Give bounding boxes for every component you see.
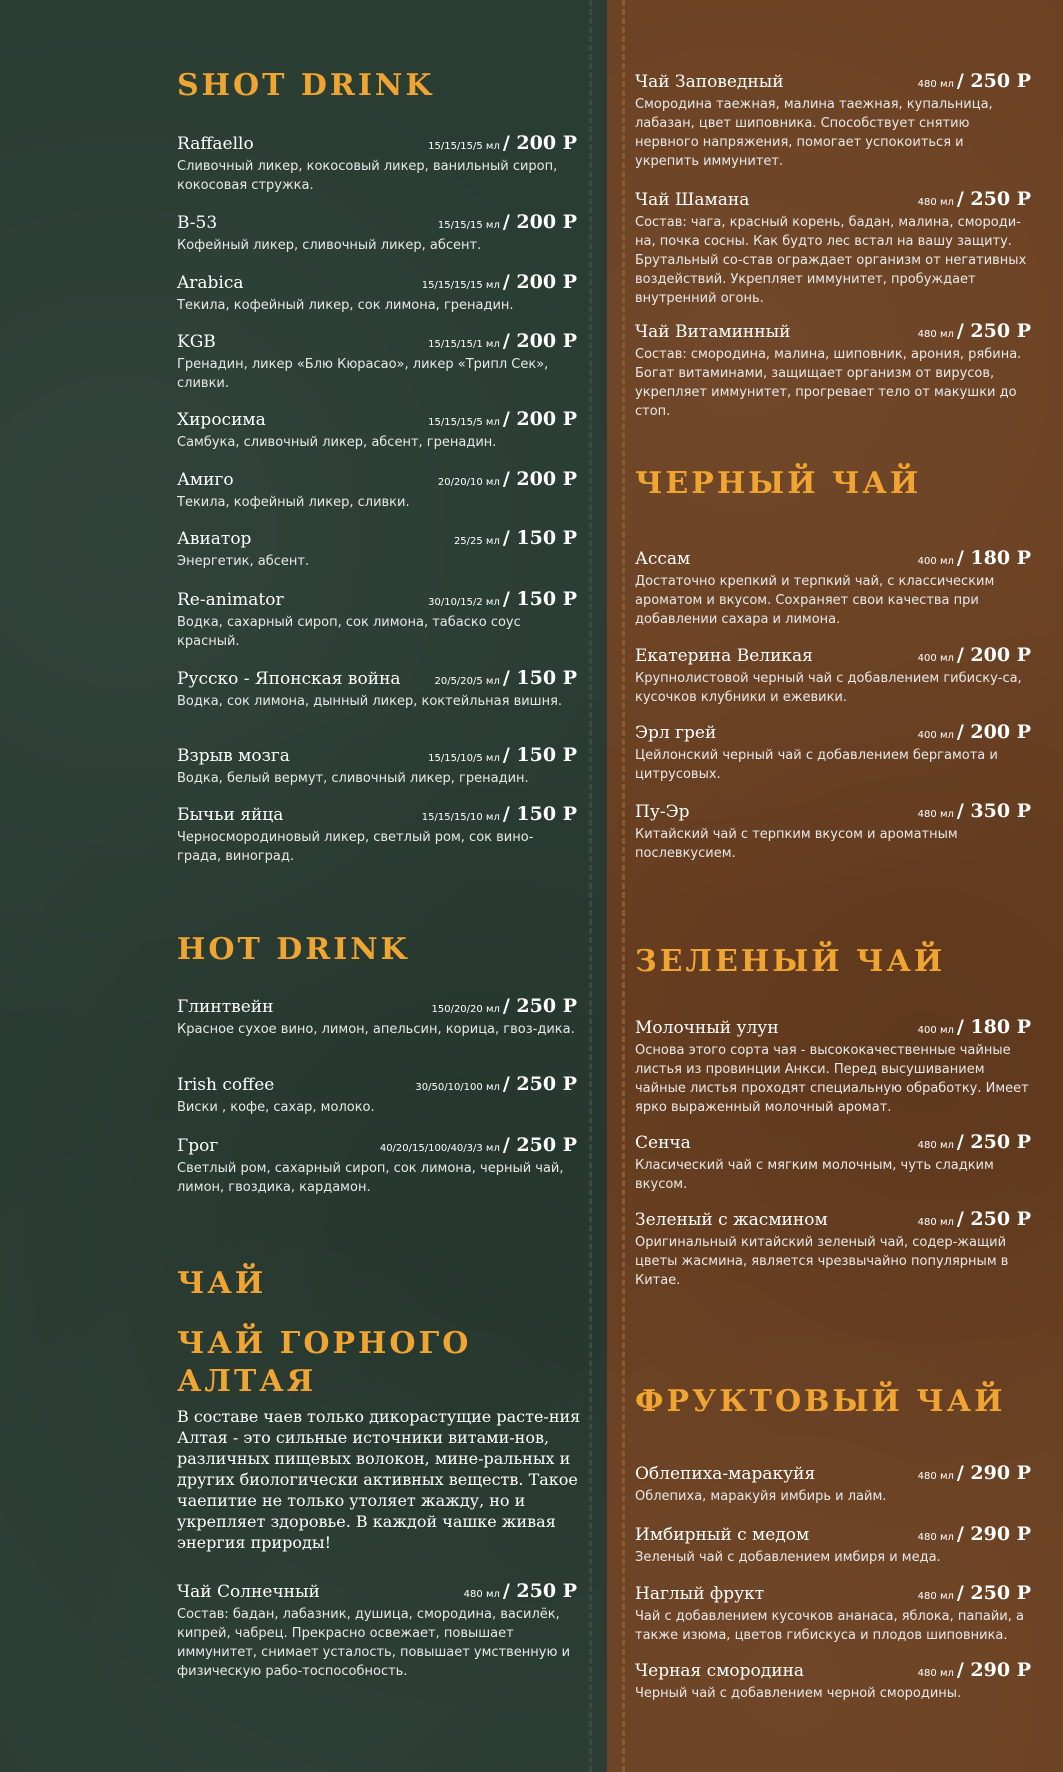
menu-item-description: Состав: чага, красный корень, бадан, малина, смороди-на, почка сосны. Как будто лес встал на вашу защиту. Брутальный со-став ограждает организм от негативных воздействий. Укрепляет иммунитет, пробуждает внутренний огонь.: [635, 215, 1027, 306]
menu-item: [635, 1208, 1031, 1290]
green-tea-heading: ЗЕЛЕНЫЙ ЧАЙ: [635, 944, 946, 979]
menu-item: [177, 408, 577, 452]
menu-item: [635, 644, 1031, 707]
menu-item-header: [177, 995, 577, 1019]
menu-item-header: [635, 70, 1031, 94]
menu-item-price: / 250 Р: [502, 995, 577, 1017]
menu-item-description: Цейлонский черный чай с добавлением бергамота и цитрусовых.: [635, 748, 998, 782]
menu-item: [177, 995, 577, 1039]
menu-item-description: Китайский чай с терпким вкусом и ароматным послевкусием.: [635, 827, 958, 861]
fruit-tea-heading: ФРУКТОВЫЙ ЧАЙ: [635, 1384, 1006, 1419]
menu-item-name: Амиго: [177, 470, 234, 490]
menu-item: [177, 330, 577, 393]
menu-item-description: Сливочный ликер, кокосовый ликер, ванильный сироп, кокосовая стружка.: [177, 159, 558, 193]
menu-item-volume: 480 мл: [917, 1668, 954, 1679]
altai-tea-intro: В составе чаев только дикорастущие расте-ния Алтая - это сильные источники витами-нов, различных пищевых волокон, мине-ральных и других биологически активных веществ. Такое чаепитие не только утоляет жажду, но и укрепляет здоровье. В каждой чашке живая энергия природы!: [177, 1407, 581, 1552]
menu-item-price-block: [918, 1016, 1031, 1038]
menu-item-price-block: [454, 527, 577, 549]
menu-item-price-block: [428, 588, 577, 610]
menu-item-price-block: [428, 330, 577, 352]
menu-item-name: Бычьи яйца: [177, 805, 284, 825]
menu-item-description: Кофейный ликер, сливочный ликер, абсент.: [177, 238, 482, 253]
menu-item-volume: 400 мл: [917, 730, 954, 741]
menu-item-description: Виски , кофе, сахар, молоко.: [177, 1100, 375, 1115]
menu-item-description: Черный чай с добавлением черной смородины.: [635, 1686, 962, 1701]
menu-item-volume: 400 мл: [917, 1025, 954, 1036]
menu-item-price-block: [918, 1208, 1031, 1230]
menu-item-volume: 15/15/15 мл: [437, 220, 500, 231]
menu-item-price-block: [918, 644, 1031, 666]
black-tea-heading: ЧЕРНЫЙ ЧАЙ: [635, 466, 922, 501]
menu-item-volume: 150/20/20 мл: [431, 1004, 500, 1015]
menu-item-price: / 200 Р: [502, 271, 577, 293]
menu-item-price-block: [918, 1659, 1031, 1681]
menu-item-price-block: [438, 468, 577, 490]
menu-item-header: [177, 667, 577, 691]
menu-item-volume: 480 мл: [917, 1471, 954, 1482]
menu-item-price: / 250 Р: [956, 70, 1031, 92]
menu-item-header: [635, 1582, 1031, 1606]
menu-item-volume: 30/50/10/100 мл: [415, 1082, 500, 1093]
menu-item: [635, 800, 1031, 863]
menu-item: [177, 132, 577, 195]
menu-item-volume: 480 мл: [917, 1140, 954, 1151]
menu-item-price: / 290 Р: [956, 1523, 1031, 1545]
menu-item-price: / 250 Р: [502, 1073, 577, 1095]
menu-item-price-block: [428, 408, 577, 430]
menu-item-name: Черная смородина: [635, 1661, 805, 1681]
menu-item-name: Грог: [177, 1136, 219, 1156]
menu-item-header: [635, 800, 1031, 824]
menu-item-header: [635, 1131, 1031, 1155]
menu-item-price: / 200 Р: [956, 721, 1031, 743]
menu-item-price: / 150 Р: [502, 667, 577, 689]
menu-item-price-block: [438, 211, 577, 233]
menu-item-volume: 25/25 мл: [453, 536, 500, 547]
menu-item-name: Arabica: [177, 273, 244, 293]
menu-item-header: [635, 1523, 1031, 1547]
menu-item-price: / 250 Р: [502, 1580, 577, 1602]
menu-item-header: [177, 1580, 577, 1604]
menu-item-price-block: [422, 803, 577, 825]
menu-item-header: [635, 1016, 1031, 1040]
menu-item-volume: 20/20/10 мл: [437, 477, 500, 488]
menu-item-price: / 200 Р: [502, 330, 577, 352]
menu-item-volume: 480 мл: [917, 809, 954, 820]
menu-item-price: / 290 Р: [956, 1659, 1031, 1681]
menu-item-volume: 480 мл: [917, 1217, 954, 1228]
altai-tea-heading-line2: АЛТАЯ: [177, 1364, 317, 1399]
menu-item-description: Основа этого сорта чая - высококачественные чайные листья из провинции Анкси. Перед высушиванием чайные листья проходят специальную обработку. Имеет ярко выраженный молочный аромат.: [635, 1043, 1029, 1115]
menu-item: [177, 1580, 577, 1681]
menu-item-price: / 200 Р: [956, 644, 1031, 666]
menu-item-price: / 250 Р: [502, 1134, 577, 1156]
menu-item-header: [635, 644, 1031, 668]
menu-item-price: / 180 Р: [956, 547, 1031, 569]
menu-item-price: / 250 Р: [956, 188, 1031, 210]
menu-item-volume: 480 мл: [917, 1532, 954, 1543]
menu-item-price-block: [918, 70, 1031, 92]
menu-item-description: Текила, кофейный ликер, сливки.: [177, 495, 410, 510]
menu-item-header: [177, 527, 577, 551]
menu-item-price-block: [918, 1523, 1031, 1545]
menu-item: [177, 527, 577, 571]
menu-item: [177, 1134, 577, 1197]
menu-item-header: [177, 408, 577, 432]
menu-item-price: / 200 Р: [502, 408, 577, 430]
menu-item-header: [177, 803, 577, 827]
menu-item-price: / 180 Р: [956, 1016, 1031, 1038]
menu-item-name: Эрл грей: [635, 723, 717, 743]
menu-item-name: Чай Витаминный: [635, 322, 791, 342]
menu-item-price-block: [918, 320, 1031, 342]
menu-item-name: Наглый фрукт: [635, 1584, 765, 1604]
menu-item-price: / 200 Р: [502, 468, 577, 490]
menu-item-description: Гренадин, ликер «Блю Кюрасао», ликер «Трипл Сек», сливки.: [177, 357, 549, 391]
menu-item-volume: 15/15/10/5 мл: [428, 753, 500, 764]
altai-tea-heading-line1: ЧАЙ ГОРНОГО: [177, 1326, 472, 1361]
menu-item-volume: 30/10/15/2 мл: [428, 597, 500, 608]
menu-item-description: Достаточно крепкий и терпкий чай, с классическим ароматом и вкусом. Сохраняет свои качества при добавлении сахара и лимона.: [635, 574, 995, 627]
menu-item-header: [177, 1073, 577, 1097]
menu-item-description: Чай с добавлением кусочков ананаса, яблока, папайи, а также изюма, цветов гибискуса и плодов шиповника.: [635, 1609, 1024, 1643]
menu-item-price: / 150 Р: [502, 744, 577, 766]
menu-item-price-block: [415, 1073, 577, 1095]
menu-item-name: Русско - Японская война: [177, 669, 401, 689]
menu-item: [635, 1582, 1031, 1645]
menu-item: [177, 803, 577, 866]
menu-item: [635, 721, 1031, 784]
menu-item-header: [177, 330, 577, 354]
menu-item-name: Имбирный с медом: [635, 1525, 810, 1545]
menu-item-description: Водка, белый вермут, сливочный ликер, гренадин.: [177, 771, 529, 786]
menu-item-price: / 150 Р: [502, 527, 577, 549]
menu-item-name: Чай Солнечный: [177, 1582, 320, 1602]
menu-item-price-block: [918, 547, 1031, 569]
menu-item-name: Взрыв мозга: [177, 746, 290, 766]
menu-item-volume: 480 мл: [917, 1591, 954, 1602]
menu-item-header: [177, 588, 577, 612]
menu-item-price-block: [918, 1582, 1031, 1604]
menu-item-price: / 200 Р: [502, 211, 577, 233]
menu-item-name: Глинтвейн: [177, 997, 274, 1017]
menu-item-price: / 350 Р: [956, 800, 1031, 822]
menu-item-volume: 480 мл: [917, 329, 954, 340]
menu-item: [635, 70, 1031, 171]
menu-item-price: / 250 Р: [956, 1208, 1031, 1230]
menu-item-name: Екатерина Великая: [635, 646, 813, 666]
menu-item-description: Состав: смородина, малина, шиповник, арония, рябина. Богат витаминами, защищает организм от вирусов, укрепляет иммунитет, прогревает тело от макушки до стоп.: [635, 347, 1022, 419]
menu-item-name: Re-animator: [177, 590, 284, 610]
menu-item-description: Класический чай с мягким молочным, чуть сладким вкусом.: [635, 1158, 994, 1192]
menu-item-price-block: [464, 1580, 577, 1602]
menu-item-name: Хиросима: [177, 410, 266, 430]
menu-item-name: KGB: [177, 332, 216, 352]
menu-item-description: Черносмородиновый ликер, светлый ром, сок вино-града, виноград.: [177, 830, 534, 864]
menu-item-price: / 250 Р: [956, 1582, 1031, 1604]
menu-item: [635, 1131, 1031, 1194]
hot-drink-heading: HOT DRINK: [177, 932, 410, 967]
menu-item: [635, 1659, 1031, 1703]
menu-item-header: [635, 1208, 1031, 1232]
stitch-divider-left: [589, 0, 592, 1772]
menu-item-description: Оригинальный китайский зеленый чай, содер-жащий цветы жасмина, является чрезвычайно популярным в Китае.: [635, 1235, 1009, 1288]
menu-item-price-block: [428, 132, 577, 154]
shot-drink-heading: SHOT DRINK: [177, 68, 435, 103]
menu-item-description: Зеленый чай с добавлением имбиря и меда.: [635, 1550, 941, 1565]
menu-item-description: Энергетик, абсент.: [177, 554, 310, 569]
menu-item-header: [635, 547, 1031, 571]
menu-item-name: Чай Заповедный: [635, 72, 784, 92]
menu-item-header: [635, 1659, 1031, 1683]
menu-item-volume: 20/5/20/5 мл: [434, 676, 500, 687]
menu-item: [635, 320, 1031, 421]
menu-item: [177, 468, 577, 512]
menu-item-name: Пу-Эр: [635, 802, 690, 822]
menu-item-header: [635, 188, 1031, 212]
menu-item: [635, 1016, 1031, 1117]
menu-item-price-block: [918, 1131, 1031, 1153]
menu-item-price: / 290 Р: [956, 1462, 1031, 1484]
menu-item-price: / 200 Р: [502, 132, 577, 154]
menu-item-description: Водка, сахарный сироп, сок лимона, табаско соус красный.: [177, 615, 521, 649]
menu-item-name: Облепиха-маракуйя: [635, 1464, 816, 1484]
menu-item-volume: 15/15/15/5 мл: [428, 417, 500, 428]
menu-item-name: Сенча: [635, 1133, 691, 1153]
menu-item-name: B-53: [177, 213, 218, 233]
menu-item-volume: 400 мл: [917, 653, 954, 664]
menu-item: [177, 588, 577, 651]
menu-item-name: Irish coffee: [177, 1075, 275, 1095]
menu-item-volume: 15/15/15/1 мл: [428, 339, 500, 350]
menu-item: [635, 1462, 1031, 1506]
menu-item-volume: 40/20/15/100/40/3/3 мл: [379, 1143, 500, 1154]
menu-item-name: Ассам: [635, 549, 691, 569]
menu-item-name: Авиатор: [177, 529, 252, 549]
menu-item-price-block: [918, 721, 1031, 743]
tea-heading: ЧАЙ: [177, 1266, 267, 1301]
menu-item-header: [177, 271, 577, 295]
menu-item: [635, 188, 1031, 308]
menu-item-name: Чай Шамана: [635, 190, 750, 210]
menu-item-price-block: [380, 1134, 577, 1156]
menu-item-price-block: [428, 744, 577, 766]
menu-item-description: Облепиха, маракуйя имбирь и лайм.: [635, 1489, 887, 1504]
menu-item-header: [177, 468, 577, 492]
menu-item-price-block: [918, 800, 1031, 822]
menu-item-description: Смородина таежная, малина таежная, купальница, лабазан, цвет шиповника. Способствует снятию нервного напряжения, помогает успокоиться и укрепить иммунитет.: [635, 97, 993, 169]
menu-item-price: / 150 Р: [502, 588, 577, 610]
menu-item-volume: 480 мл: [917, 79, 954, 90]
menu-item: [635, 547, 1031, 629]
menu-item: [177, 271, 577, 315]
menu-item: [177, 667, 577, 711]
menu-item: [177, 744, 577, 788]
menu-item-volume: 480 мл: [463, 1589, 500, 1600]
menu-item: [177, 1073, 577, 1117]
menu-item-price-block: [434, 667, 577, 689]
menu-item-price-block: [422, 271, 577, 293]
menu-item-volume: 15/15/15/10 мл: [421, 812, 500, 823]
menu-item-price: / 250 Р: [956, 320, 1031, 342]
menu-item-description: Самбука, сливочный ликер, абсент, гренадин.: [177, 435, 497, 450]
menu-item-header: [177, 211, 577, 235]
menu-item-name: Raffaello: [177, 134, 254, 154]
menu-item-volume: 15/15/15/5 мл: [428, 141, 500, 152]
menu-item-name: Зеленый с жасмином: [635, 1210, 828, 1230]
menu-item-header: [635, 1462, 1031, 1486]
menu-item-description: Состав: бадан, лабазник, душица, смородина, василёк, кипрей, чабрец. Прекрасно освежает, повышает иммунитет, снимает усталость, повышает умственную и физическую рабо-тоспособность.: [177, 1607, 571, 1679]
menu-item-name: Молочный улун: [635, 1018, 779, 1038]
menu-item-description: Водка, сок лимона, дынный ликер, коктейльная вишня.: [177, 694, 563, 709]
menu-item-volume: 480 мл: [917, 197, 954, 208]
menu-item-price-block: [431, 995, 577, 1017]
menu-item-header: [635, 320, 1031, 344]
menu-item-header: [177, 1134, 577, 1158]
menu-item-price-block: [918, 1462, 1031, 1484]
menu-item-description: Светлый ром, сахарный сироп, сок лимона, черный чай, лимон, гвоздика, кардамон.: [177, 1161, 564, 1195]
menu-item-description: Текила, кофейный ликер, сок лимона, гренадин.: [177, 298, 514, 313]
menu-item-volume: 15/15/15/15 мл: [421, 280, 500, 291]
menu-item-description: Красное сухое вино, лимон, апельсин, корица, гвоз-дика.: [177, 1022, 575, 1037]
menu-item-price-block: [918, 188, 1031, 210]
menu-item-price: / 250 Р: [956, 1131, 1031, 1153]
stitch-divider-right: [622, 0, 625, 1772]
menu-item-header: [635, 721, 1031, 745]
menu-item: [635, 1523, 1031, 1567]
menu-item: [177, 211, 577, 255]
menu-item-price: / 150 Р: [502, 803, 577, 825]
menu-item-header: [177, 744, 577, 768]
menu-item-description: Крупнолистовой черный чай с добавлением гибиску-са, кусочков клубники и ежевики.: [635, 671, 1022, 705]
menu-item-volume: 400 мл: [917, 556, 954, 567]
menu-item-header: [177, 132, 577, 156]
